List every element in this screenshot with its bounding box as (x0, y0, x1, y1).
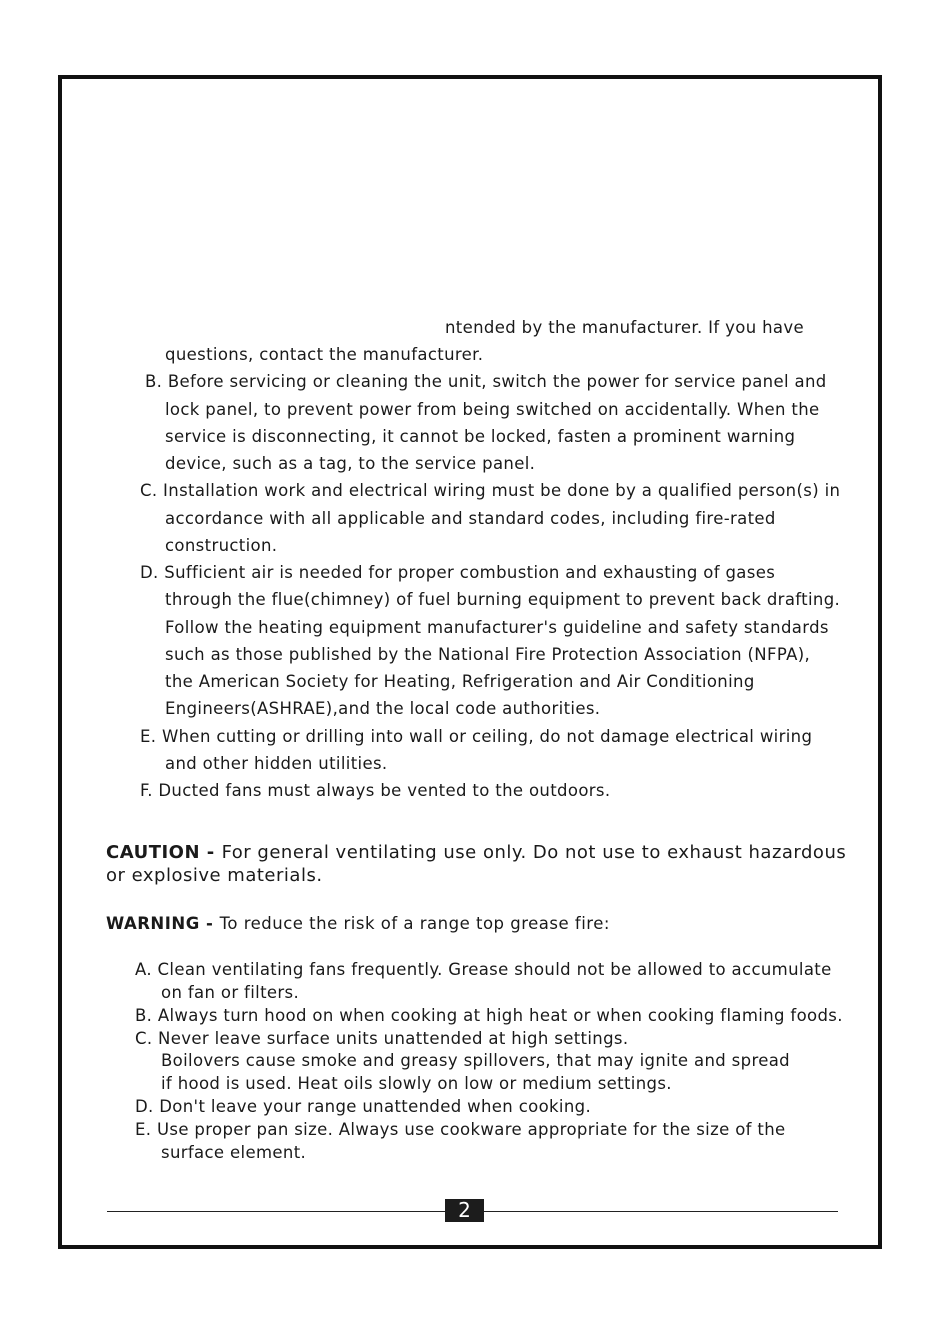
instruction-line: service is disconnecting, it cannot be locked, fasten a prominent warning (165, 427, 796, 446)
instruction-item-f: F. Ducted fans must always be vented to the outdoors. (140, 781, 611, 800)
page-number: 2 (445, 1199, 484, 1222)
caution-text: For general ventilating use only. Do not use to exhaust hazardous (221, 842, 847, 863)
footer-rule-right (484, 1211, 838, 1212)
instruction-item-b: B. Before servicing or cleaning the unit, switch the power for service panel and (145, 372, 827, 391)
instruction-line: device, such as a tag, to the service panel. (165, 454, 536, 473)
grease-item-a: A. Clean ventilating fans frequently. Grease should not be allowed to accumulate (135, 960, 832, 979)
grease-item-d: D. Don't leave your range unattended when cooking. (135, 1097, 592, 1116)
warning-statement (106, 914, 610, 934)
instruction-line: and other hidden utilities. (165, 754, 388, 773)
grease-line: surface element. (161, 1143, 307, 1162)
grease-line: Boilovers cause smoke and greasy spillovers, that may ignite and spread (161, 1051, 791, 1070)
instruction-line: Engineers(ASHRAE),and the local code authorities. (165, 699, 601, 718)
instruction-item-d: D. Sufficient air is needed for proper combustion and exhausting of gases (140, 563, 776, 582)
grease-line: if hood is used. Heat oils slowly on low or medium settings. (161, 1074, 672, 1093)
warning-label: WARNING - (106, 914, 220, 933)
instruction-item-e: E. When cutting or drilling into wall or ceiling, do not damage electrical wiring (140, 727, 813, 746)
instruction-line: accordance with all applicable and standard codes, including fire-rated (165, 509, 776, 528)
instruction-line: lock panel, to prevent power from being switched on accidentally. When the (165, 400, 820, 419)
caution-statement (106, 843, 846, 863)
grease-line: on fan or filters. (161, 983, 300, 1002)
instruction-line: such as those published by the National Fire Protection Association (NFPA), (165, 645, 811, 664)
grease-item-e: E. Use proper pan size. Always use cookware appropriate for the size of the (135, 1120, 786, 1139)
instruction-line: the American Society for Heating, Refrigeration and Air Conditioning (165, 672, 755, 691)
footer-rule-left (107, 1211, 445, 1212)
instruction-line: questions, contact the manufacturer. (165, 345, 484, 364)
instruction-line: Follow the heating equipment manufacturer's guideline and safety standards (165, 618, 829, 637)
grease-item-c: C. Never leave surface units unattended at high settings. (135, 1029, 629, 1048)
instruction-line: through the flue(chimney) of fuel burning equipment to prevent back drafting. (165, 590, 841, 609)
instruction-item-c: C. Installation work and electrical wiring must be done by a qualified person(s) in (140, 481, 841, 500)
instruction-line: ntended by the manufacturer. If you have (445, 318, 805, 337)
caution-label: CAUTION - (106, 842, 222, 863)
warning-text: To reduce the risk of a range top grease fire: (219, 914, 610, 933)
grease-item-b: B. Always turn hood on when cooking at high heat or when cooking flaming foods. (135, 1006, 843, 1025)
caution-text-continued: or explosive materials. (106, 865, 323, 886)
instruction-line: construction. (165, 536, 278, 555)
